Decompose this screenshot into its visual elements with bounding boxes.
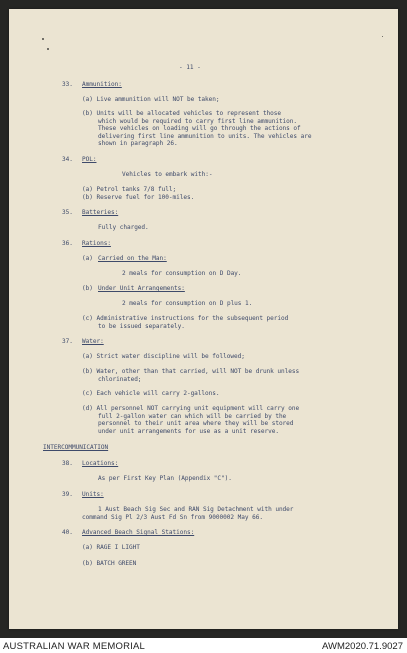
para-36-number: 36. <box>62 240 73 247</box>
para-39-line: command Sig Pl 2/3 Aust Fd Sn from 9000002 May 66. <box>82 513 263 521</box>
section-heading: INTERCOMMUNICATION <box>43 444 109 451</box>
para-37-item-d-line: full 2-gallon water can which will be carried by the <box>98 412 287 420</box>
para-34-intro: Vehicles to embark with:- <box>122 171 213 178</box>
para-37-item-a: (a) Strict water discipline will be followed; <box>82 353 245 360</box>
para-36-heading: Rations: <box>82 240 111 247</box>
para-36-item-c-line: to be issued separately. <box>98 322 185 330</box>
punch-hole-mark <box>47 48 49 50</box>
para-33-item-b-line: These vehicles on loading will go through the actions of <box>98 125 301 132</box>
para-33-item-b-line: shown in paragraph 26. <box>98 140 178 147</box>
para-36-item-a-label: (a) <box>82 255 93 262</box>
para-39-line: 1 Aust Beach Sig Sec and RAN Sig Detachment with under <box>98 506 294 513</box>
para-40-number: 40. <box>62 529 73 536</box>
archive-footer <box>0 638 407 653</box>
para-33-heading: Ammunition: <box>82 81 122 88</box>
para-37-item-b-line: (b) Water, other than that carried, will NOT be drunk unless <box>82 368 300 375</box>
para-38-text: As per First Key Plan (Appendix "C"). <box>98 475 232 482</box>
para-36-item-b-heading: Under Unit Arrangements: <box>98 285 185 292</box>
para-34-number: 34. <box>62 156 73 163</box>
para-37-heading: Water: <box>82 338 104 345</box>
para-36-item-b-label: (b) <box>82 285 93 292</box>
para-33-item-b-line: which would be required to carry first line ammunition. <box>98 117 298 125</box>
paper-speck <box>382 36 383 37</box>
para-36-item-a-text: 2 meals for consumption on D Day. <box>122 270 242 277</box>
para-40-heading: Advanced Beach Signal Stations: <box>82 529 195 536</box>
page-number: - 11 - <box>179 64 201 71</box>
footer-record-id: AWM2020.71.9027 <box>322 641 403 652</box>
para-35-text: Fully charged. <box>98 224 149 231</box>
para-40-item-b: (b) BATCH GREEN <box>82 560 137 567</box>
para-37-item-d-line: under unit arrangements for use as a unit reserve. <box>98 427 279 435</box>
para-34-item-a: (a) Petrol tanks 7/8 full; <box>82 186 177 193</box>
para-39-number: 39. <box>62 491 73 498</box>
para-38-heading: Locations: <box>82 460 119 467</box>
para-33-item-a: (a) Live ammunition will NOT be taken; <box>82 96 220 103</box>
punch-hole-mark <box>42 38 44 40</box>
para-37-item-d-line: personnel to their unit area where they will be stored <box>98 420 294 427</box>
para-35-number: 35. <box>62 209 73 216</box>
para-37-item-d-line: (d) All personnel NOT carrying unit equipment will carry one <box>82 405 300 412</box>
para-37-item-c: (c) Each vehicle will carry 2-gallons. <box>82 390 220 397</box>
para-40-item-a: (a) RAGE I LIGHT <box>82 544 140 551</box>
para-39-heading: Units: <box>82 491 104 498</box>
para-34-heading: POL: <box>82 156 97 163</box>
para-36-item-c-line: (c) Administrative instructions for the subsequent period <box>82 315 289 322</box>
para-33-number: 33. <box>62 81 73 88</box>
para-35-heading: Batteries: <box>82 209 119 216</box>
para-37-item-b-line: chlorinated; <box>98 375 142 383</box>
para-34-item-b: (b) Reserve fuel for 100-miles. <box>82 193 195 201</box>
para-37-number: 37. <box>62 338 73 345</box>
footer-institution: AUSTRALIAN WAR MEMORIAL <box>3 641 146 652</box>
para-38-number: 38. <box>62 460 73 467</box>
para-36-item-b-text: 2 meals for consumption on D plus 1. <box>122 300 253 307</box>
para-33-item-b-line: (b) Units will be allocated vehicles to represent those <box>82 110 282 117</box>
para-36-item-a-heading: Carried on the Man: <box>98 255 167 262</box>
document-page <box>9 9 398 629</box>
para-33-item-b-line: delivering first line ammunition to units. The vehicles are <box>98 132 312 140</box>
